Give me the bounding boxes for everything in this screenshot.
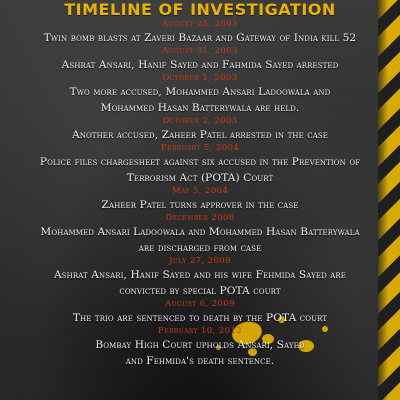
entry-description-line: Two more accused, Mohammed Ansari Ladoowala and <box>69 86 331 98</box>
entry-date: August 31, 2003 <box>162 46 238 56</box>
entry-date: December 2008 <box>165 213 235 223</box>
timeline-entry <box>0 213 400 256</box>
entry-date: August 25, 2003 <box>162 19 238 29</box>
timeline-entry <box>0 256 400 299</box>
entry-description-line: Mohammed Hasan Batterywala are held. <box>100 102 300 114</box>
entry-description-line: Ashrat Ansari, Hanif Sayed and his wife Fehmida Sayed are <box>54 269 346 281</box>
entry-description-line: Bombay High Court upholds Ansari, Sayed <box>95 339 305 351</box>
timeline-entry <box>0 19 400 46</box>
entry-description-line: Another accused, Zaheer Patel arrested in the case <box>71 129 328 141</box>
timeline-entry <box>0 186 400 213</box>
entry-description-line: Mohammed Ansari Ladoowala and Mohammed Hasan Batterywala <box>40 226 360 238</box>
timeline-entry <box>0 143 400 186</box>
timeline <box>0 19 400 369</box>
entry-description-line: Ashrat Ansari, Hanif Sayed and Fahmida Sayed arrested <box>61 59 339 71</box>
timeline-entry <box>0 46 400 73</box>
entry-description-line: Terrorism Act (POTA) Court <box>126 172 274 184</box>
entry-description-line: Twin bomb blasts at Zaveri Bazaar and Gateway of India kill 52 <box>43 32 357 44</box>
entry-description-line: Zaheer Patel turns approver in the case <box>101 199 299 211</box>
timeline-entry <box>0 116 400 143</box>
entry-date: October 1, 2003 <box>162 73 238 83</box>
timeline-entry <box>0 326 400 369</box>
timeline-entry <box>0 299 400 326</box>
entry-date: October 2, 2003 <box>162 116 238 126</box>
entry-date: February 10, 2012 <box>157 326 243 336</box>
entry-description-line: The trio are sentenced to death by the POTA court <box>72 312 328 324</box>
entry-date: July 27, 2009 <box>169 256 231 266</box>
entry-date: May 5, 2004 <box>171 186 229 196</box>
entry-date: February 5, 2004 <box>160 143 240 153</box>
entry-description-line: Police files chargesheet against six accused in the Prevention of <box>39 156 361 168</box>
timeline-entry <box>0 73 400 116</box>
entry-description-line: convicted by special POTA court <box>119 285 281 297</box>
entry-description-line: are discharged from case <box>138 242 262 254</box>
page-title: TIMELINE OF INVESTIGATION <box>64 0 336 19</box>
entry-date: August 6, 2009 <box>165 299 235 309</box>
entry-description-line: and Fehmida's death sentence. <box>125 355 275 367</box>
